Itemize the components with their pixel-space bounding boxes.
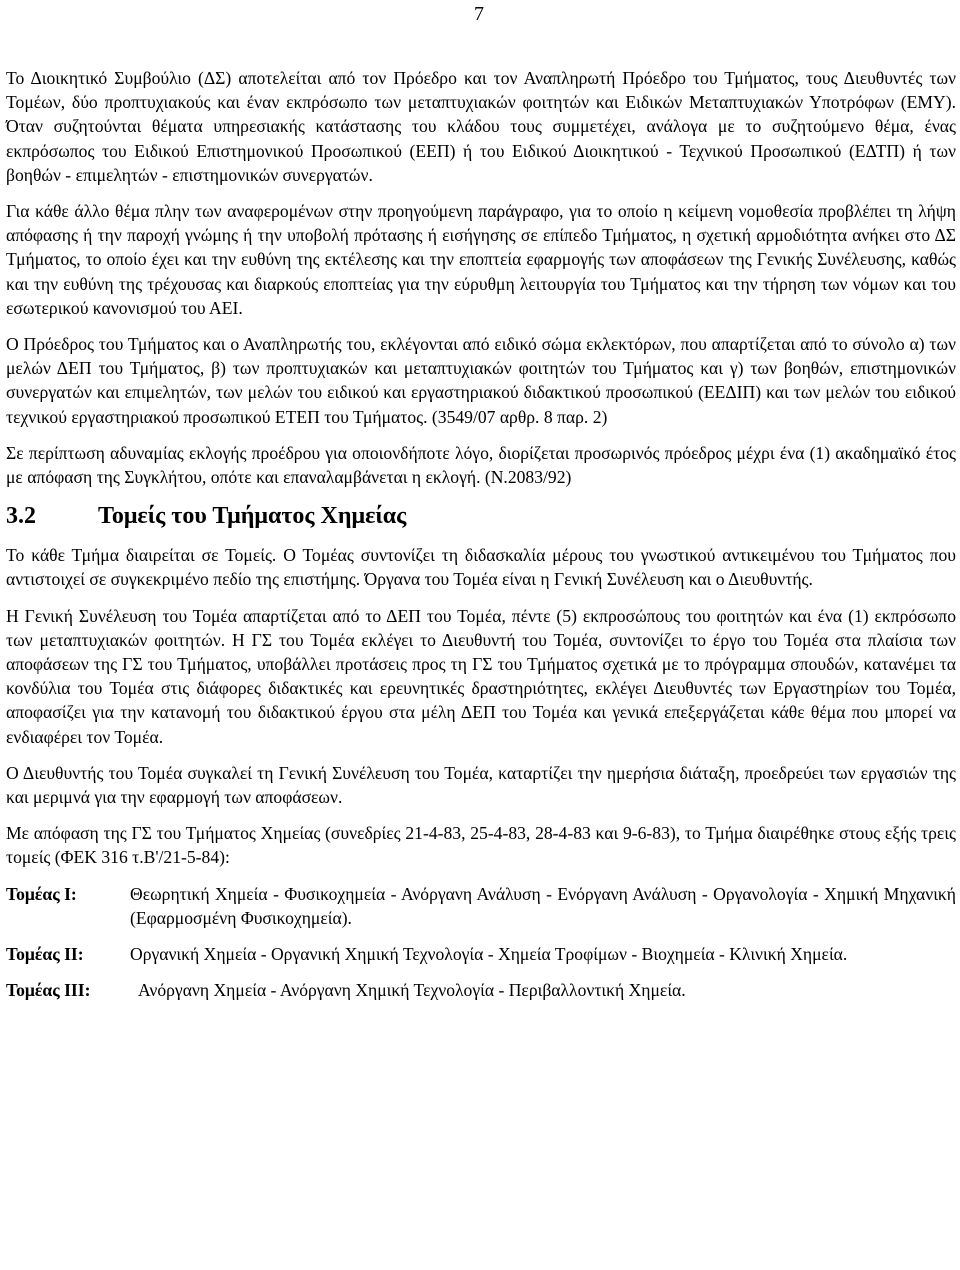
paragraph-board-responsibilities: Για κάθε άλλο θέμα πλην των αναφερομένων στην προηγούμενη παράγραφο, για το οποίο η κείμενη νομοθεσία προβλέπει τη λήψη απόφασης ή την παροχή γνώμης ή την υποβολή πρότασης ή εισήγησης σε επίπεδο Τμήματος, η σχετική αρμοδιότητα ανήκει στο ΔΣ Τμήματος, το οποίο έχει και την ευθύνη της εκτέλεσης και την εποπτεία εφαρμογής των αποφάσεων της Γενικής Συνέλευσης, καθώς και την ευθύνη της τρέχουσας και διαρκούς εποπτείας για την εύρυθμη λειτουργία του Τμήματος και την τήρηση των νόμων και του εσωτερικού κανονισμού του ΑΕΙ.	[6, 201, 956, 318]
paragraph-board-composition: Το Διοικητικό Συμβούλιο (ΔΣ) αποτελείται από τον Πρόεδρο και τον Αναπληρωτή Πρόεδρο του Τμήματος, τους Διευθυντές των Τομέων, δύο προπτυχιακούς και έναν εκπρόσωπο των μεταπτυχιακών φοιτητών και Ειδικών Μεταπτυχιακών Υποτρόφων (ΕΜΥ). Όταν συζητούνται θέματα υπηρεσιακής κατάστασης του κλάδου τους συμμετέχει, ανάλογα με το συζητούμενο θέμα, ένας εκπρόσωπος του Ειδικού Επιστημονικού Προσωπικού (ΕΕΠ) ή του Ειδικού Διοικητικού - Τεχνικού Προσωπικού (ΕΔΤΠ) ή των βοηθών - επιμελητών - επιστημονικών συνεργατών.	[6, 68, 956, 185]
sector-description: Οργανική Χημεία - Οργανική Χημική Τεχνολογία - Χημεία Τροφίμων - Βιοχημεία - Κλινική Χημεία.	[130, 944, 848, 965]
sector-description: Ανόργανη Χημεία - Ανόργανη Χημική Τεχνολογία - Περιβαλλοντική Χημεία.	[138, 980, 686, 1001]
sector-label: Τομέας ΙΙΙ:	[6, 980, 91, 1001]
section-heading	[6, 501, 956, 531]
page-number: 7	[474, 3, 484, 25]
paragraph-president-election: Ο Πρόεδρος του Τμήματος και ο Αναπληρωτής του, εκλέγονται από ειδικό σώμα εκλεκτόρων, που απαρτίζεται από το σύνολο α) των μελών ΔΕΠ του Τμήματος, β) των προπτυχιακών και μεταπτυχιακών φοιτητών του Τμήματος και γ) των βοηθών, επιστημονικών συνεργατών και επιμελητών, των μελών του ειδικού και εργαστηριακού διδακτικού προσωπικού (ΕΕΔΙΠ) και των μελών του ειδικού τεχνικού εργαστηριακού προσωπικού ΕΤΕΠ του Τμήματος. (3549/07 αρθρ. 8 παρ. 2)	[6, 334, 956, 427]
sector-label: Τομέας Ι:	[6, 883, 77, 904]
paragraph-sector-assembly: Η Γενική Συνέλευση του Τομέα απαρτίζεται από το ΔΕΠ του Τομέα, πέντε (5) εκπροσώπους του φοιτητών και ένα (1) εκπρόσωπο των μεταπτυχιακών φοιτητών. Η ΓΣ του Τομέα εκλέγει το Διευθυντή του Τομέα, συντονίζει το έργο του Τομέα στα πλαίσια των αποφάσεων της ΓΣ του Τμήματος, υποβάλλει προτάσεις προς τη ΓΣ του Τμήματος σχετικά με το πρόγραμμα σπουδών, κατανέμει τα κονδύλια του Τομέα στις διάφορες διδακτικές και ερευνητικές δραστηριότητες, εκλέγει Διευθυντές των Εργαστηρίων του Τομέα, αποφασίζει για την κατανομή του διδακτικού έργου στα μέλη ΔΕΠ του Τομέα και γενικά επεξεργάζεται κάθε θέμα που μπορεί να ενδιαφέρει τον Τομέα.	[6, 605, 956, 747]
sector-description: Θεωρητική Χημεία - Φυσικοχημεία - Ανόργανη Ανάλυση - Ενόργανη Ανάλυση - Οργανολογία - Χημική Μηχανική (Εφαρμοσμένη Φυσικοχημεία).	[130, 883, 956, 928]
sector-label: Τομέας ΙΙ:	[6, 944, 84, 965]
paragraph-interim-president: Σε περίπτωση αδυναμίας εκλογής προέδρου για οποιονδήποτε λόγο, διορίζεται προσωρινός πρόεδρος μέχρι ένα (1) ακαδημαϊκό έτος με απόφαση της Συγκλήτου, οπότε και επαναλαμβάνεται η εκλογή. (Ν.2083/92)	[6, 442, 956, 488]
paragraph-sector-definition: Το κάθε Τμήμα διαιρείται σε Τομείς. Ο Τομέας συντονίζει τη διδασκαλία μέρους του γνωστικού αντικειμένου του Τμήματος που αντιστοιχεί σε συγκεκριμένο πεδίο της επιστήμης. Όργανα του Τομέα είναι η Γενική Συνέλευση και ο Διευθυντής.	[6, 545, 956, 590]
sector-item-3	[6, 978, 956, 1002]
page-content	[6, 66, 956, 1015]
section-number: 3.2	[6, 503, 36, 530]
paragraph-sector-director: Ο Διευθυντής του Τομέα συγκαλεί τη Γενική Συνέλευση του Τομέα, καταρτίζει την ημερήσια διάταξη, προεδρεύει των εργασιών της και μεριμνά για την εφαρμογή των αποφάσεων.	[6, 762, 956, 808]
section-title: Τομείς του Τμήματος Χημείας	[98, 503, 407, 530]
sector-list	[6, 882, 956, 1003]
sector-item-2	[6, 942, 956, 966]
paragraph-sector-division: Με απόφαση της ΓΣ του Τμήματος Χημείας (συνεδρίες 21-4-83, 25-4-83, 28-4-83 και 9-6-83), το Τμήμα διαιρέθηκε στους εξής τρεις τομείς (ΦΕΚ 316 τ.Β'/21-5-84):	[6, 823, 956, 868]
sector-item-1	[6, 882, 956, 930]
